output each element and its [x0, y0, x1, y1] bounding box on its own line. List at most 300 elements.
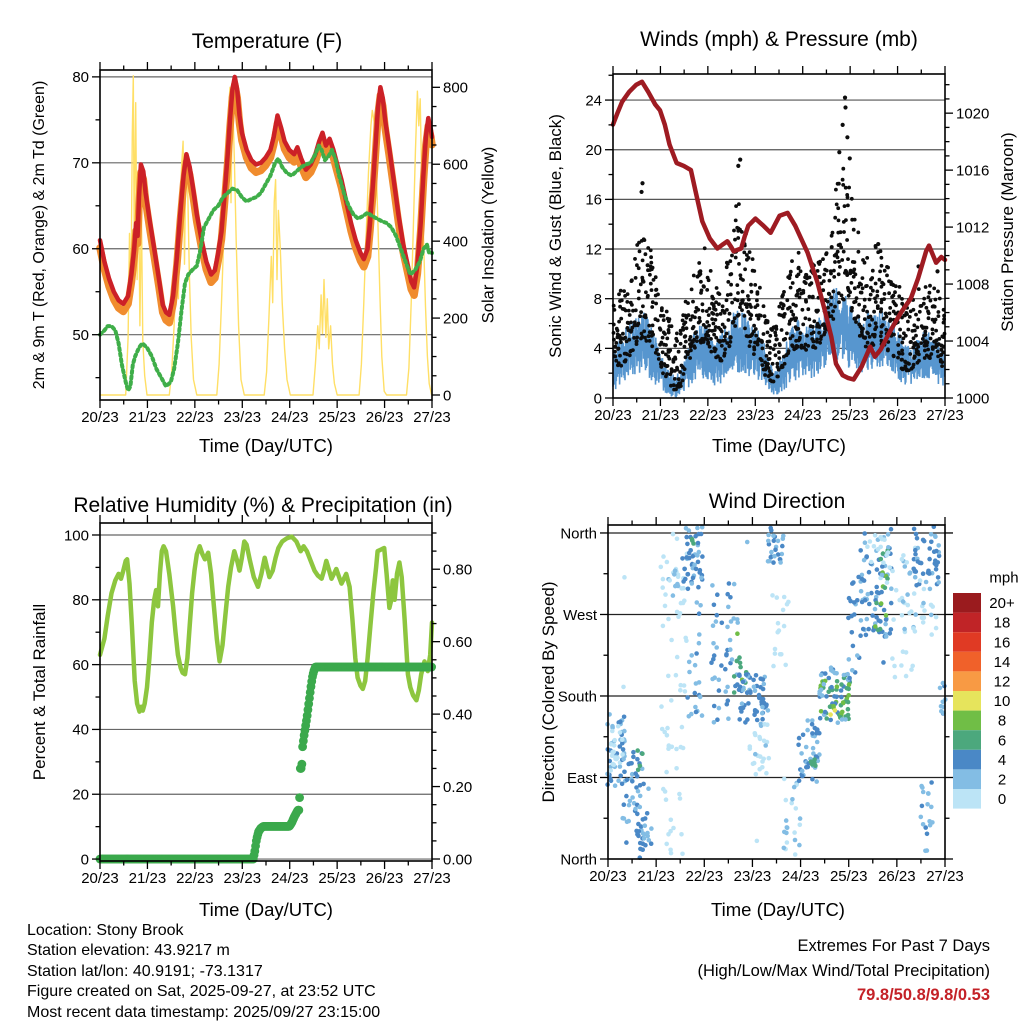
x-tick-label: 24/23	[781, 868, 820, 885]
wind-direction-dots	[682, 683, 687, 688]
wind-direction-dots	[799, 751, 804, 756]
wind-gust	[633, 257, 637, 261]
y-tick-label: 400	[443, 233, 469, 251]
wind-direction-dots	[677, 792, 682, 797]
wind-gust	[701, 302, 705, 306]
wind-direction-dots	[835, 679, 840, 684]
wind-gust	[695, 339, 699, 343]
wind-gust	[843, 271, 847, 275]
wind-direction-dots	[680, 725, 685, 730]
wind-direction-dots	[613, 783, 618, 788]
wind-gust	[728, 312, 732, 316]
wind-gust	[825, 269, 829, 273]
wind-gust	[620, 299, 624, 303]
wind-direction-dots	[915, 536, 920, 541]
wind-gust	[873, 327, 877, 331]
wind-gust	[844, 218, 848, 222]
wind-direction-dots	[933, 534, 938, 539]
wind-direction-dots	[792, 830, 797, 835]
wind-gust	[635, 342, 639, 346]
wind-direction-dots	[726, 716, 731, 721]
wind-direction-dots	[622, 575, 627, 580]
y-tick-label: 200	[443, 310, 469, 328]
wind-direction-dots	[636, 822, 641, 827]
wind-direction-dots	[683, 636, 688, 641]
wind-gust	[721, 304, 725, 308]
wind-gust	[715, 313, 719, 317]
wind-direction-dots	[610, 729, 615, 734]
wind-direction-dots	[869, 560, 874, 565]
wind-direction-dots	[769, 550, 774, 555]
wind-gust	[898, 335, 902, 339]
wind-gust	[887, 291, 891, 295]
wind-direction-dots	[934, 626, 939, 631]
wind-gust	[737, 202, 741, 206]
wind-direction-dots	[921, 601, 926, 606]
wind-gust	[728, 259, 732, 263]
wind-direction-dots	[724, 653, 729, 658]
wind-direction-dots	[612, 762, 617, 767]
x-tick-label: 23/23	[223, 409, 262, 426]
wind-direction-dots	[673, 584, 678, 589]
wind-gust	[866, 341, 870, 345]
wind-direction-dots	[685, 542, 690, 547]
x-tick-label: 27/23	[413, 870, 451, 887]
wind-direction-dots	[610, 724, 615, 729]
wind-direction-dots	[631, 755, 636, 760]
wind-direction-dots	[936, 580, 941, 585]
station-pressure-yaxis-right-label: Station Pressure (Maroon)	[998, 132, 1017, 332]
wind-direction-dots	[762, 739, 767, 744]
wind-gust	[883, 292, 887, 296]
wind-direction-dots	[680, 852, 685, 857]
wind-direction-dots	[920, 785, 925, 790]
wind-gust	[633, 323, 637, 327]
wind-gust	[894, 284, 898, 288]
wind-direction-dots	[913, 612, 918, 617]
wind-gust	[865, 284, 869, 288]
wind-direction-dots	[772, 554, 777, 559]
wind-direction-dots	[886, 550, 891, 555]
wind-gust	[770, 379, 774, 383]
wind-gust	[852, 228, 856, 232]
wind-direction-dots	[767, 559, 772, 564]
x-tick-label: 20/23	[594, 407, 632, 424]
wind-direction-dots	[638, 805, 643, 810]
wind-gust	[688, 342, 692, 346]
wind-gust	[720, 330, 724, 334]
wind-gust	[872, 310, 876, 314]
wind-direction-dots	[646, 786, 651, 791]
wind-gust	[756, 290, 760, 294]
wind-gust	[915, 326, 919, 330]
wind-direction-dots	[618, 730, 623, 735]
wind-gust	[657, 357, 661, 361]
wind-direction-dots	[753, 731, 758, 736]
wind-gust	[714, 300, 718, 304]
wind-gust	[829, 272, 833, 276]
wind-gust	[651, 333, 655, 337]
wind-gust	[893, 290, 897, 294]
wind-gust	[765, 354, 769, 358]
wind-direction-dots	[922, 608, 927, 613]
wind-direction-dots	[664, 770, 669, 775]
solar-insolation-yaxis-right-label: Solar Insolation (Yellow)	[479, 146, 498, 324]
wind-direction-dots	[675, 610, 680, 615]
wind-gust	[626, 321, 630, 325]
wind-direction-dots	[710, 677, 715, 682]
wind-gust	[777, 368, 781, 372]
wind-direction-dots	[694, 710, 699, 715]
wind-direction-dots	[645, 831, 650, 836]
wind-direction-dots	[690, 581, 695, 586]
wind-gust	[736, 299, 740, 303]
wind-gust	[782, 290, 786, 294]
wind-gust	[923, 344, 927, 348]
x-tick-label: 22/23	[689, 407, 727, 424]
wind-direction-dots	[618, 719, 623, 724]
wind-gust	[650, 288, 654, 292]
wind-direction-dots	[927, 557, 932, 562]
x-tick-label: 21/23	[128, 870, 167, 887]
wind-direction-dots	[929, 780, 934, 785]
wind-direction-dots	[659, 565, 664, 570]
legend-entry-label: 0	[997, 791, 1007, 809]
wind-direction-dots	[671, 826, 676, 831]
wind-gust	[695, 335, 699, 339]
wind-gust	[870, 276, 874, 280]
wind-direction-dots	[640, 751, 645, 756]
wind-gust	[662, 343, 666, 347]
wind-direction-dots	[892, 664, 897, 669]
x-tick-label: 27/23	[926, 407, 964, 424]
wind-gust	[853, 286, 857, 290]
y-tick-label: 40	[72, 721, 89, 739]
wind-direction-dots	[796, 743, 801, 748]
x-tick-label: 22/23	[176, 409, 214, 426]
gust-outliers	[843, 95, 847, 99]
wind-gust	[915, 352, 919, 356]
legend-swatch	[953, 593, 981, 613]
wind-direction-dots	[880, 573, 885, 578]
wind-gust	[837, 219, 841, 223]
x-tick-label: 23/23	[223, 870, 262, 887]
wind-gust	[691, 300, 695, 304]
wind-direction-dots	[691, 576, 696, 581]
wind-direction-dots	[934, 567, 939, 572]
wind-gust	[751, 257, 755, 261]
wind-gust	[790, 343, 794, 347]
wind-direction-dots	[740, 701, 745, 706]
wind-direction-dots	[675, 537, 680, 542]
y-tick-label: North	[560, 525, 597, 543]
wind-direction-dots	[697, 641, 702, 646]
wind-direction-dots	[805, 728, 810, 733]
wind-gust	[740, 299, 744, 303]
wind-gust	[649, 282, 653, 286]
wind-direction-dots	[819, 687, 824, 692]
wind-direction-dots	[852, 600, 857, 605]
y-tick-label: North	[560, 851, 597, 869]
wind-direction-dots	[731, 616, 736, 621]
wind-direction-dots	[669, 818, 674, 823]
x-tick-label: 20/23	[81, 409, 119, 426]
wind-gust	[757, 317, 761, 321]
wind-gust	[773, 343, 777, 347]
wind-direction-dots	[877, 591, 882, 596]
wind-direction-dots	[823, 710, 828, 715]
wind-gust	[714, 336, 718, 340]
wind-direction-dots	[661, 787, 666, 792]
wind-direction-dots	[858, 633, 863, 638]
wind-gust	[699, 291, 703, 295]
wind-direction-dots	[864, 633, 869, 638]
wind-direction-dots	[828, 718, 833, 723]
wind-direction-dots	[687, 660, 692, 665]
wind-gust	[712, 322, 716, 326]
wind-direction-dots	[744, 672, 749, 677]
wind-gust	[923, 356, 927, 360]
wind-direction-dots	[921, 620, 926, 625]
wind-gust	[900, 349, 904, 353]
wind-gust	[884, 312, 888, 316]
legend-swatch	[953, 769, 981, 789]
wind-gust	[709, 269, 713, 273]
wind-gust	[931, 332, 935, 336]
wind-direction-dots	[888, 631, 893, 636]
wind-gust	[723, 325, 727, 329]
wind-gust	[743, 327, 747, 331]
wind-gust	[799, 331, 803, 335]
wind-gust	[874, 300, 878, 304]
wind-gust	[919, 341, 923, 345]
wind-gust	[921, 337, 925, 341]
wind-gust	[809, 324, 813, 328]
wind-gust	[683, 345, 687, 349]
wind-direction-dots	[901, 553, 906, 558]
wind-direction-dots	[771, 560, 776, 565]
wind-direction-dots	[920, 804, 925, 809]
wind-gust	[703, 246, 707, 250]
wind-direction-dots	[826, 690, 831, 695]
wind-direction-dots	[697, 611, 702, 616]
wind-direction-dots	[878, 545, 883, 550]
wind-direction-dots	[905, 592, 910, 597]
wind-gust	[698, 316, 702, 320]
wind-direction-dots	[786, 600, 791, 605]
wind-direction-dots	[778, 560, 783, 565]
wind-gust	[861, 276, 865, 280]
wind-direction-dots	[929, 532, 934, 537]
wind-gust	[674, 337, 678, 341]
wind-gust	[705, 288, 709, 292]
wind-gust	[678, 370, 682, 374]
wind-direction-dots	[785, 840, 790, 845]
wind-direction-dots	[873, 624, 878, 629]
wind-direction-dots	[911, 567, 916, 572]
wind-direction-dots	[926, 791, 931, 796]
wind-gust	[840, 258, 844, 262]
wind-direction-xaxis-label: Time (Day/UTC)	[711, 899, 845, 920]
wind-direction-dots	[732, 582, 737, 587]
wind-direction-dots	[627, 803, 632, 808]
wind-gust	[730, 254, 734, 258]
extremes-values: 79.8/50.8/9.8/0.53	[856, 986, 990, 1004]
wind-gust	[775, 362, 779, 366]
wind-direction-dots	[720, 621, 725, 626]
wind-gust	[644, 290, 648, 294]
wind-gust	[729, 283, 733, 287]
wind-direction-dots	[630, 779, 635, 784]
wind-gust	[759, 339, 763, 343]
wind-direction-dots	[900, 613, 905, 618]
wind-gust	[812, 330, 816, 334]
wind-direction-dots	[687, 551, 692, 556]
wind-gust	[900, 297, 904, 301]
wind-gust	[614, 359, 618, 363]
wind-gust	[659, 328, 663, 332]
wind-gust	[649, 261, 653, 265]
y-tick-label: 60	[72, 241, 89, 259]
wind-gust	[654, 275, 658, 279]
wind-gust	[681, 379, 685, 383]
figure-created-line: Figure created on Sat, 2025-09-27, at 23:52 UTC	[27, 983, 376, 1001]
wind-gust	[861, 286, 865, 290]
wind-gust	[730, 301, 734, 305]
wind-gust	[630, 279, 634, 283]
wind-gust	[688, 356, 692, 360]
wind-gust	[656, 319, 660, 323]
wind-gust	[797, 339, 801, 343]
wind-direction-dots	[779, 652, 784, 657]
wind-gust	[853, 218, 857, 222]
x-tick-label: 24/23	[270, 870, 309, 887]
wind-gust	[832, 290, 836, 294]
wind-gust	[845, 238, 849, 242]
wind-gust	[801, 308, 805, 312]
wind-direction-dots	[929, 540, 934, 545]
wind-direction-dots	[828, 712, 833, 717]
wind-gust	[675, 332, 679, 336]
wind-gust	[665, 337, 669, 341]
y-tick-label: 4	[593, 340, 602, 358]
wind-direction-dots	[760, 711, 765, 716]
wind-gust	[804, 343, 808, 347]
y-tick-label: 1012	[956, 219, 990, 237]
wind-gust	[871, 333, 875, 337]
station-latlon: Station lat/lon: 40.9191; -73.1317	[27, 962, 263, 980]
wind-direction-dots	[710, 583, 715, 588]
wind-gust	[749, 340, 753, 344]
wind-direction-dots	[843, 717, 848, 722]
wind-gust	[789, 286, 793, 290]
wind-gust	[649, 255, 653, 259]
wind-gust	[691, 315, 695, 319]
wind-gust	[732, 229, 736, 233]
wind-gust	[842, 250, 846, 254]
wind-direction-dots	[850, 630, 855, 635]
x-tick-label: 23/23	[733, 868, 772, 885]
wind-gust	[808, 295, 812, 299]
wind-direction-dots	[921, 571, 926, 576]
wind-direction-dots	[661, 554, 666, 559]
wind-direction-dots	[829, 685, 834, 690]
wind-direction-dots	[913, 548, 918, 553]
wind-gust	[868, 298, 872, 302]
wind-gust	[642, 237, 646, 241]
wind-gust	[667, 357, 671, 361]
wind-direction-dots	[746, 701, 751, 706]
wind-direction-dots	[752, 761, 757, 766]
wind-direction-dots	[776, 539, 781, 544]
wind-gust	[723, 347, 727, 351]
wind-direction-dots	[781, 608, 786, 613]
wind-gust	[828, 279, 832, 283]
wind-direction-dots	[641, 841, 646, 846]
wind-gust	[865, 256, 869, 260]
wind-gust	[739, 273, 743, 277]
extremes-block	[560, 934, 990, 1008]
wind-direction-dots	[794, 806, 799, 811]
wind-direction-dots	[918, 578, 923, 583]
wind-gust	[718, 340, 722, 344]
wind-gust	[749, 283, 753, 287]
wind-gust	[729, 293, 733, 297]
wind-direction-dots	[696, 541, 701, 546]
wind-gust	[754, 327, 758, 331]
wind-direction-dots	[873, 607, 878, 612]
wind-gust	[916, 318, 920, 322]
wind-gust	[892, 294, 896, 298]
wind-direction-dots	[620, 737, 625, 742]
wind-gust	[750, 290, 754, 294]
wind-gust	[857, 285, 861, 289]
wind-direction-dots	[638, 794, 643, 799]
legend-swatch	[953, 789, 981, 809]
wind-gust	[794, 316, 798, 320]
wind-direction-dots	[810, 722, 815, 727]
wind-gust	[693, 346, 697, 350]
wind-gust	[846, 196, 850, 200]
wind-gust	[838, 265, 842, 269]
wind-gust	[644, 252, 648, 256]
wind-direction-dots	[881, 660, 886, 665]
wind-gust	[909, 340, 913, 344]
wind-direction-dots	[666, 832, 671, 837]
wind-gust	[651, 300, 655, 304]
wind-gust	[760, 359, 764, 363]
wind-gust	[766, 321, 770, 325]
wind-gust	[896, 343, 900, 347]
wind-direction-dots	[625, 778, 630, 783]
wind-gust	[623, 360, 627, 364]
wind-gust	[940, 364, 944, 368]
wind-direction-dots	[712, 704, 717, 709]
percent-rainfall-yaxis-left-label: Percent & Total Rainfall	[30, 603, 49, 781]
wind-gust	[733, 316, 737, 320]
total-rainfall	[297, 760, 306, 769]
wind-gust	[850, 306, 854, 310]
wind-direction-dots	[753, 689, 758, 694]
wind-direction-dots	[925, 832, 930, 837]
wind-direction-dots	[649, 826, 654, 831]
legend-entry-label: 10	[993, 693, 1011, 711]
wind-direction-dots	[841, 700, 846, 705]
wind-direction-dots	[782, 624, 787, 629]
wind-gust	[716, 291, 720, 295]
wind-direction-dots	[663, 604, 668, 609]
wind-direction-dots	[699, 532, 704, 537]
